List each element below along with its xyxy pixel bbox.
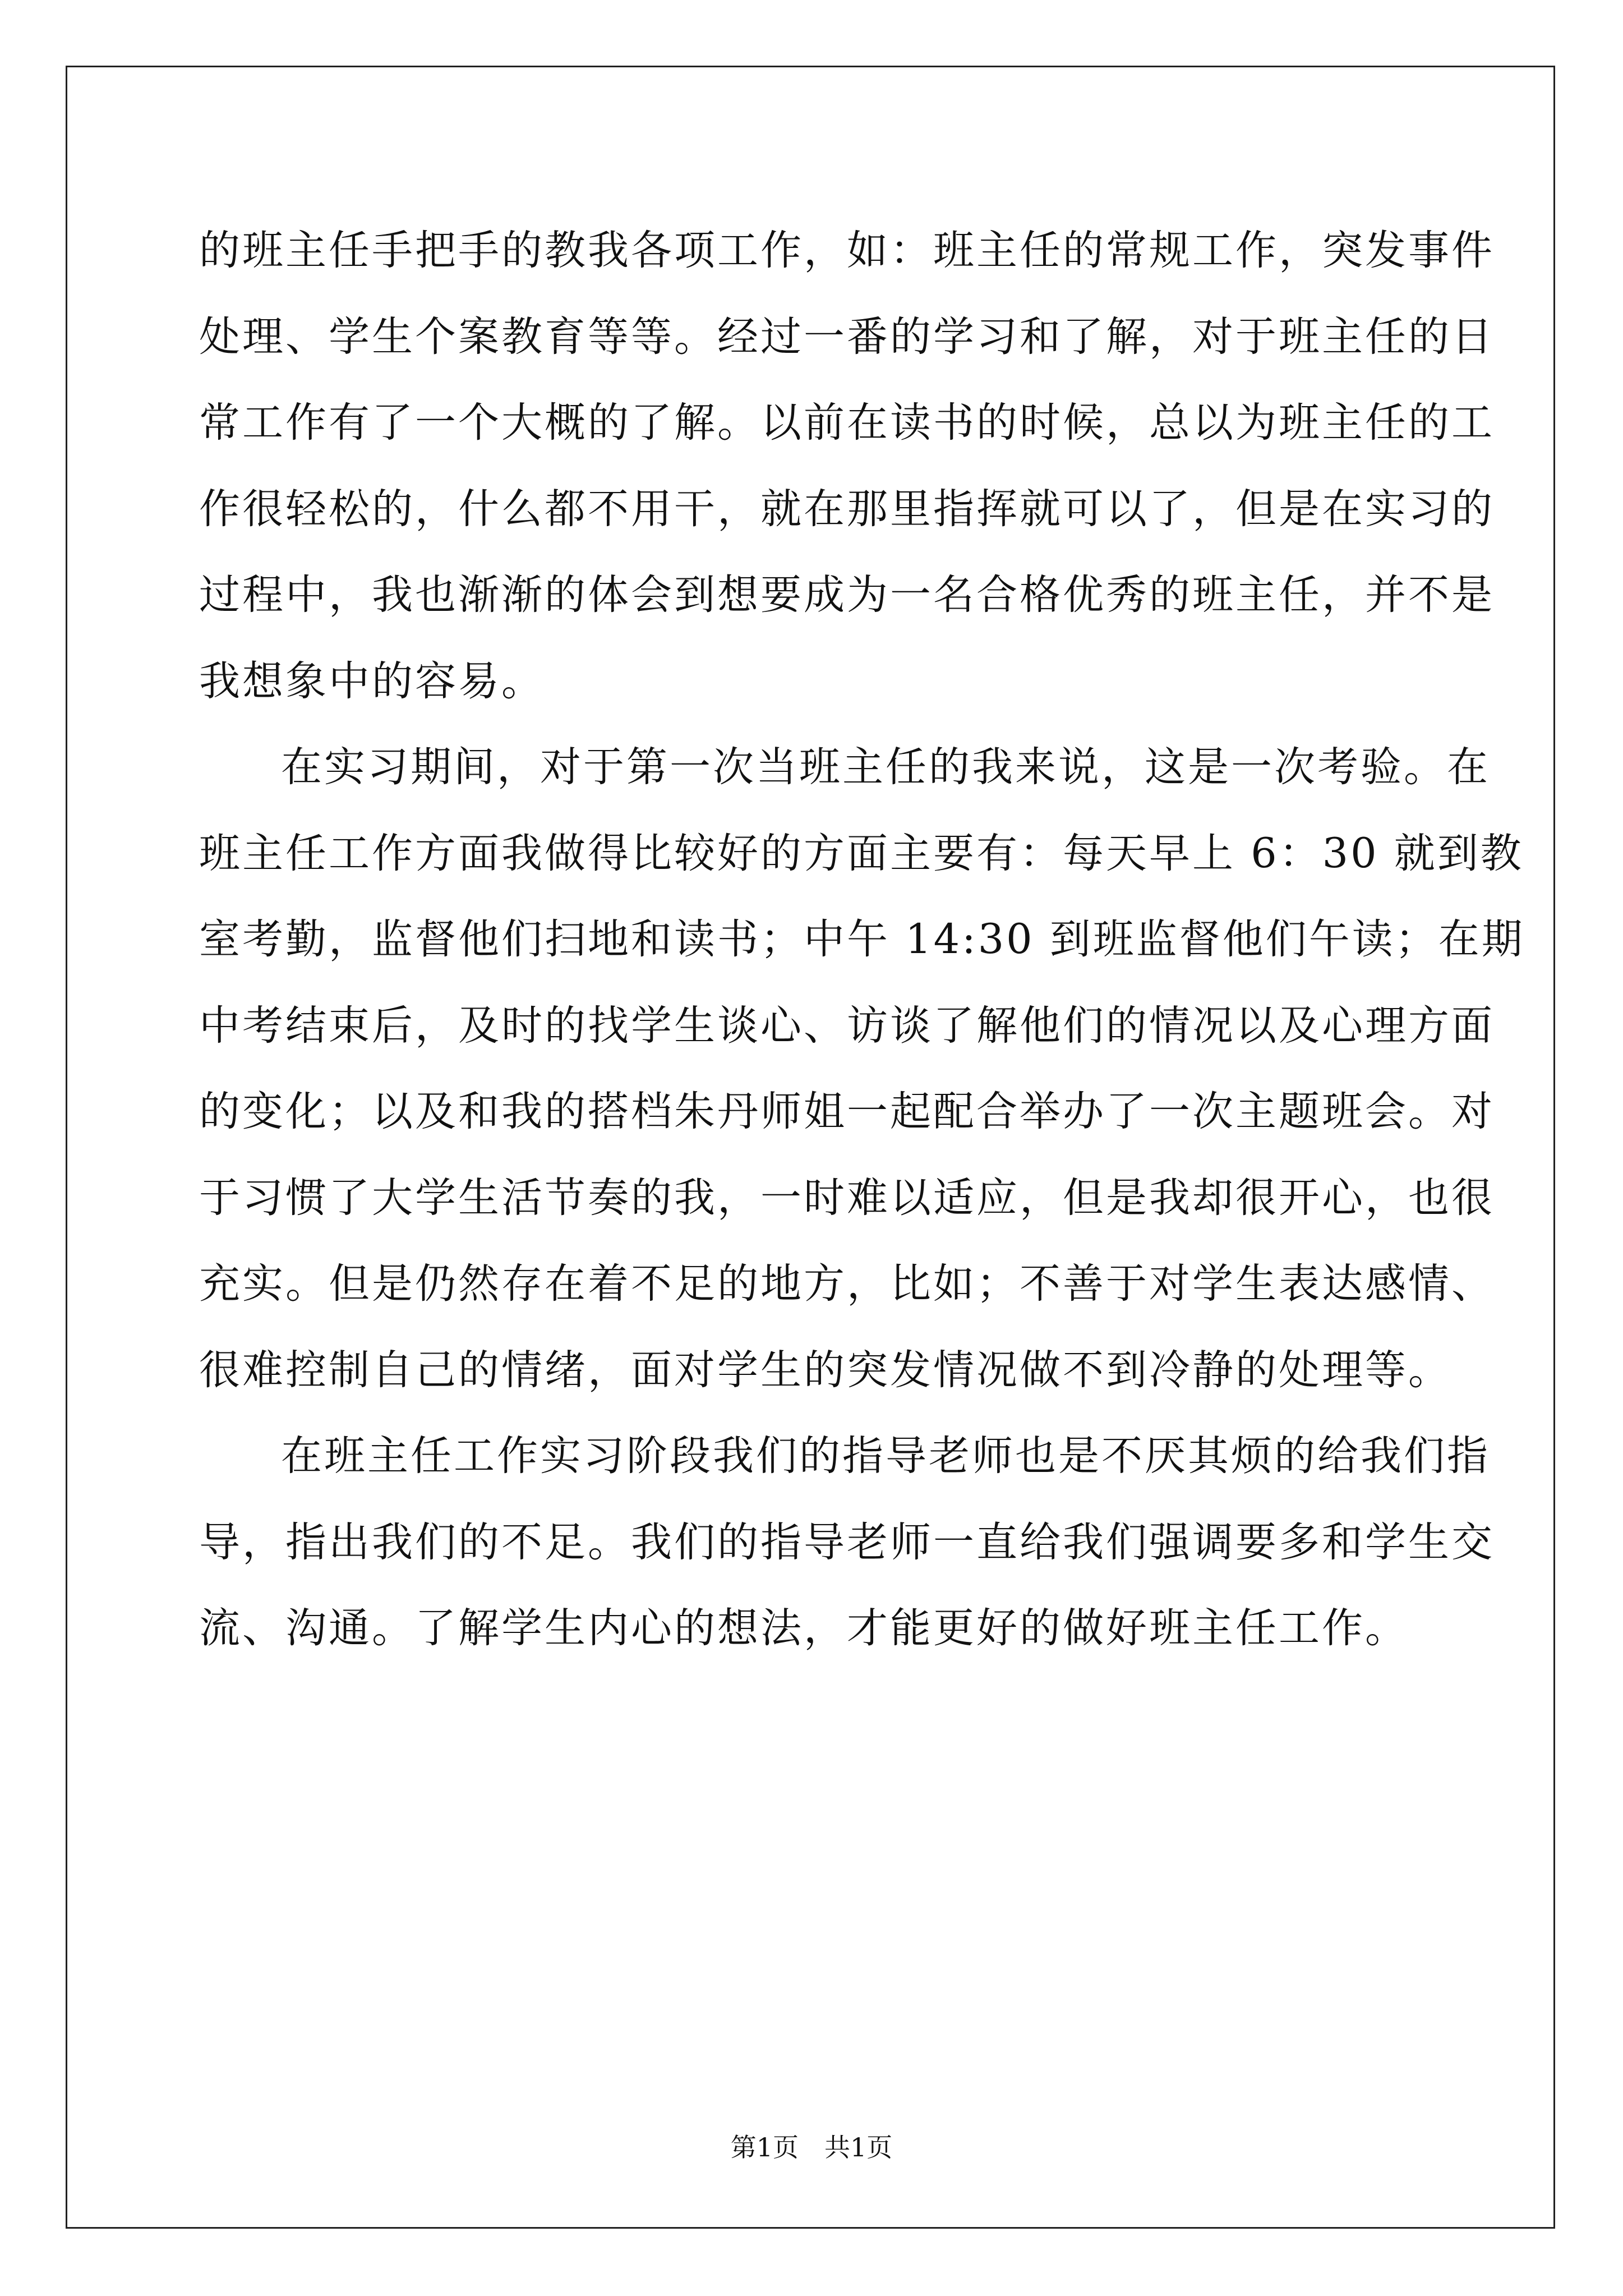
text-line: 班主任工作方面我做得比较好的方面主要有：每天早上 6：30 就到教	[199, 829, 1524, 877]
text-line: 我想象中的容易。	[199, 657, 545, 705]
text-line: 的班主任手把手的教我各项工作，如：班主任的常规工作，突发事件	[199, 227, 1495, 274]
page-number: 第1页	[730, 2132, 799, 2162]
page-footer	[0, 2127, 1623, 2164]
text-line: 室考勤，监督他们扫地和读书；中午 14:30 到班监督他们午读；在期	[199, 915, 1525, 963]
paragraph-2	[199, 724, 1525, 1413]
text-line: 于习惯了大学生活节奏的我，一时难以适应，但是我却很开心，也很	[199, 1174, 1495, 1222]
text-line: 常工作有了一个大概的了解。以前在读书的时候，总以为班主任的工	[199, 399, 1495, 447]
text-line: 中考结束后，及时的找学生谈心、访谈了解他们的情况以及心理方面	[199, 1001, 1495, 1050]
text-line: 充实。但是仍然存在着不足的地方，比如；不善于对学生表达感情、	[199, 1260, 1495, 1308]
paragraph-3	[199, 1413, 1495, 1672]
text-line: 导，指出我们的不足。我们的指导老师一直给我们强调要多和学生交	[199, 1518, 1495, 1566]
text-line: 作很轻松的，什么都不用干，就在那里指挥就可以了，但是在实习的	[199, 485, 1495, 533]
text-line: 的变化；以及和我的搭档朱丹师姐一起配合举办了一次主题班会。对	[199, 1088, 1495, 1135]
document-body	[199, 208, 1525, 1672]
text-line: 很难控制自己的情绪，面对学生的突发情况做不到冷静的处理等。	[199, 1346, 1451, 1394]
paragraph-1	[199, 208, 1495, 724]
page-total: 共1页	[824, 2132, 893, 2162]
text-line: 处理、学生个案教育等等。经过一番的学习和了解，对于班主任的日	[199, 312, 1495, 361]
text-line: 流、沟通。了解学生内心的想法，才能更好的做好班主任工作。	[199, 1604, 1408, 1652]
text-line: 在实习期间，对于第一次当班主任的我来说，这是一次考验。在	[281, 743, 1490, 791]
text-line: 在班主任工作实习阶段我们的指导老师也是不厌其烦的给我们指	[281, 1432, 1490, 1480]
text-line: 过程中，我也渐渐的体会到想要成为一名合格优秀的班主任，并不是	[199, 571, 1495, 619]
